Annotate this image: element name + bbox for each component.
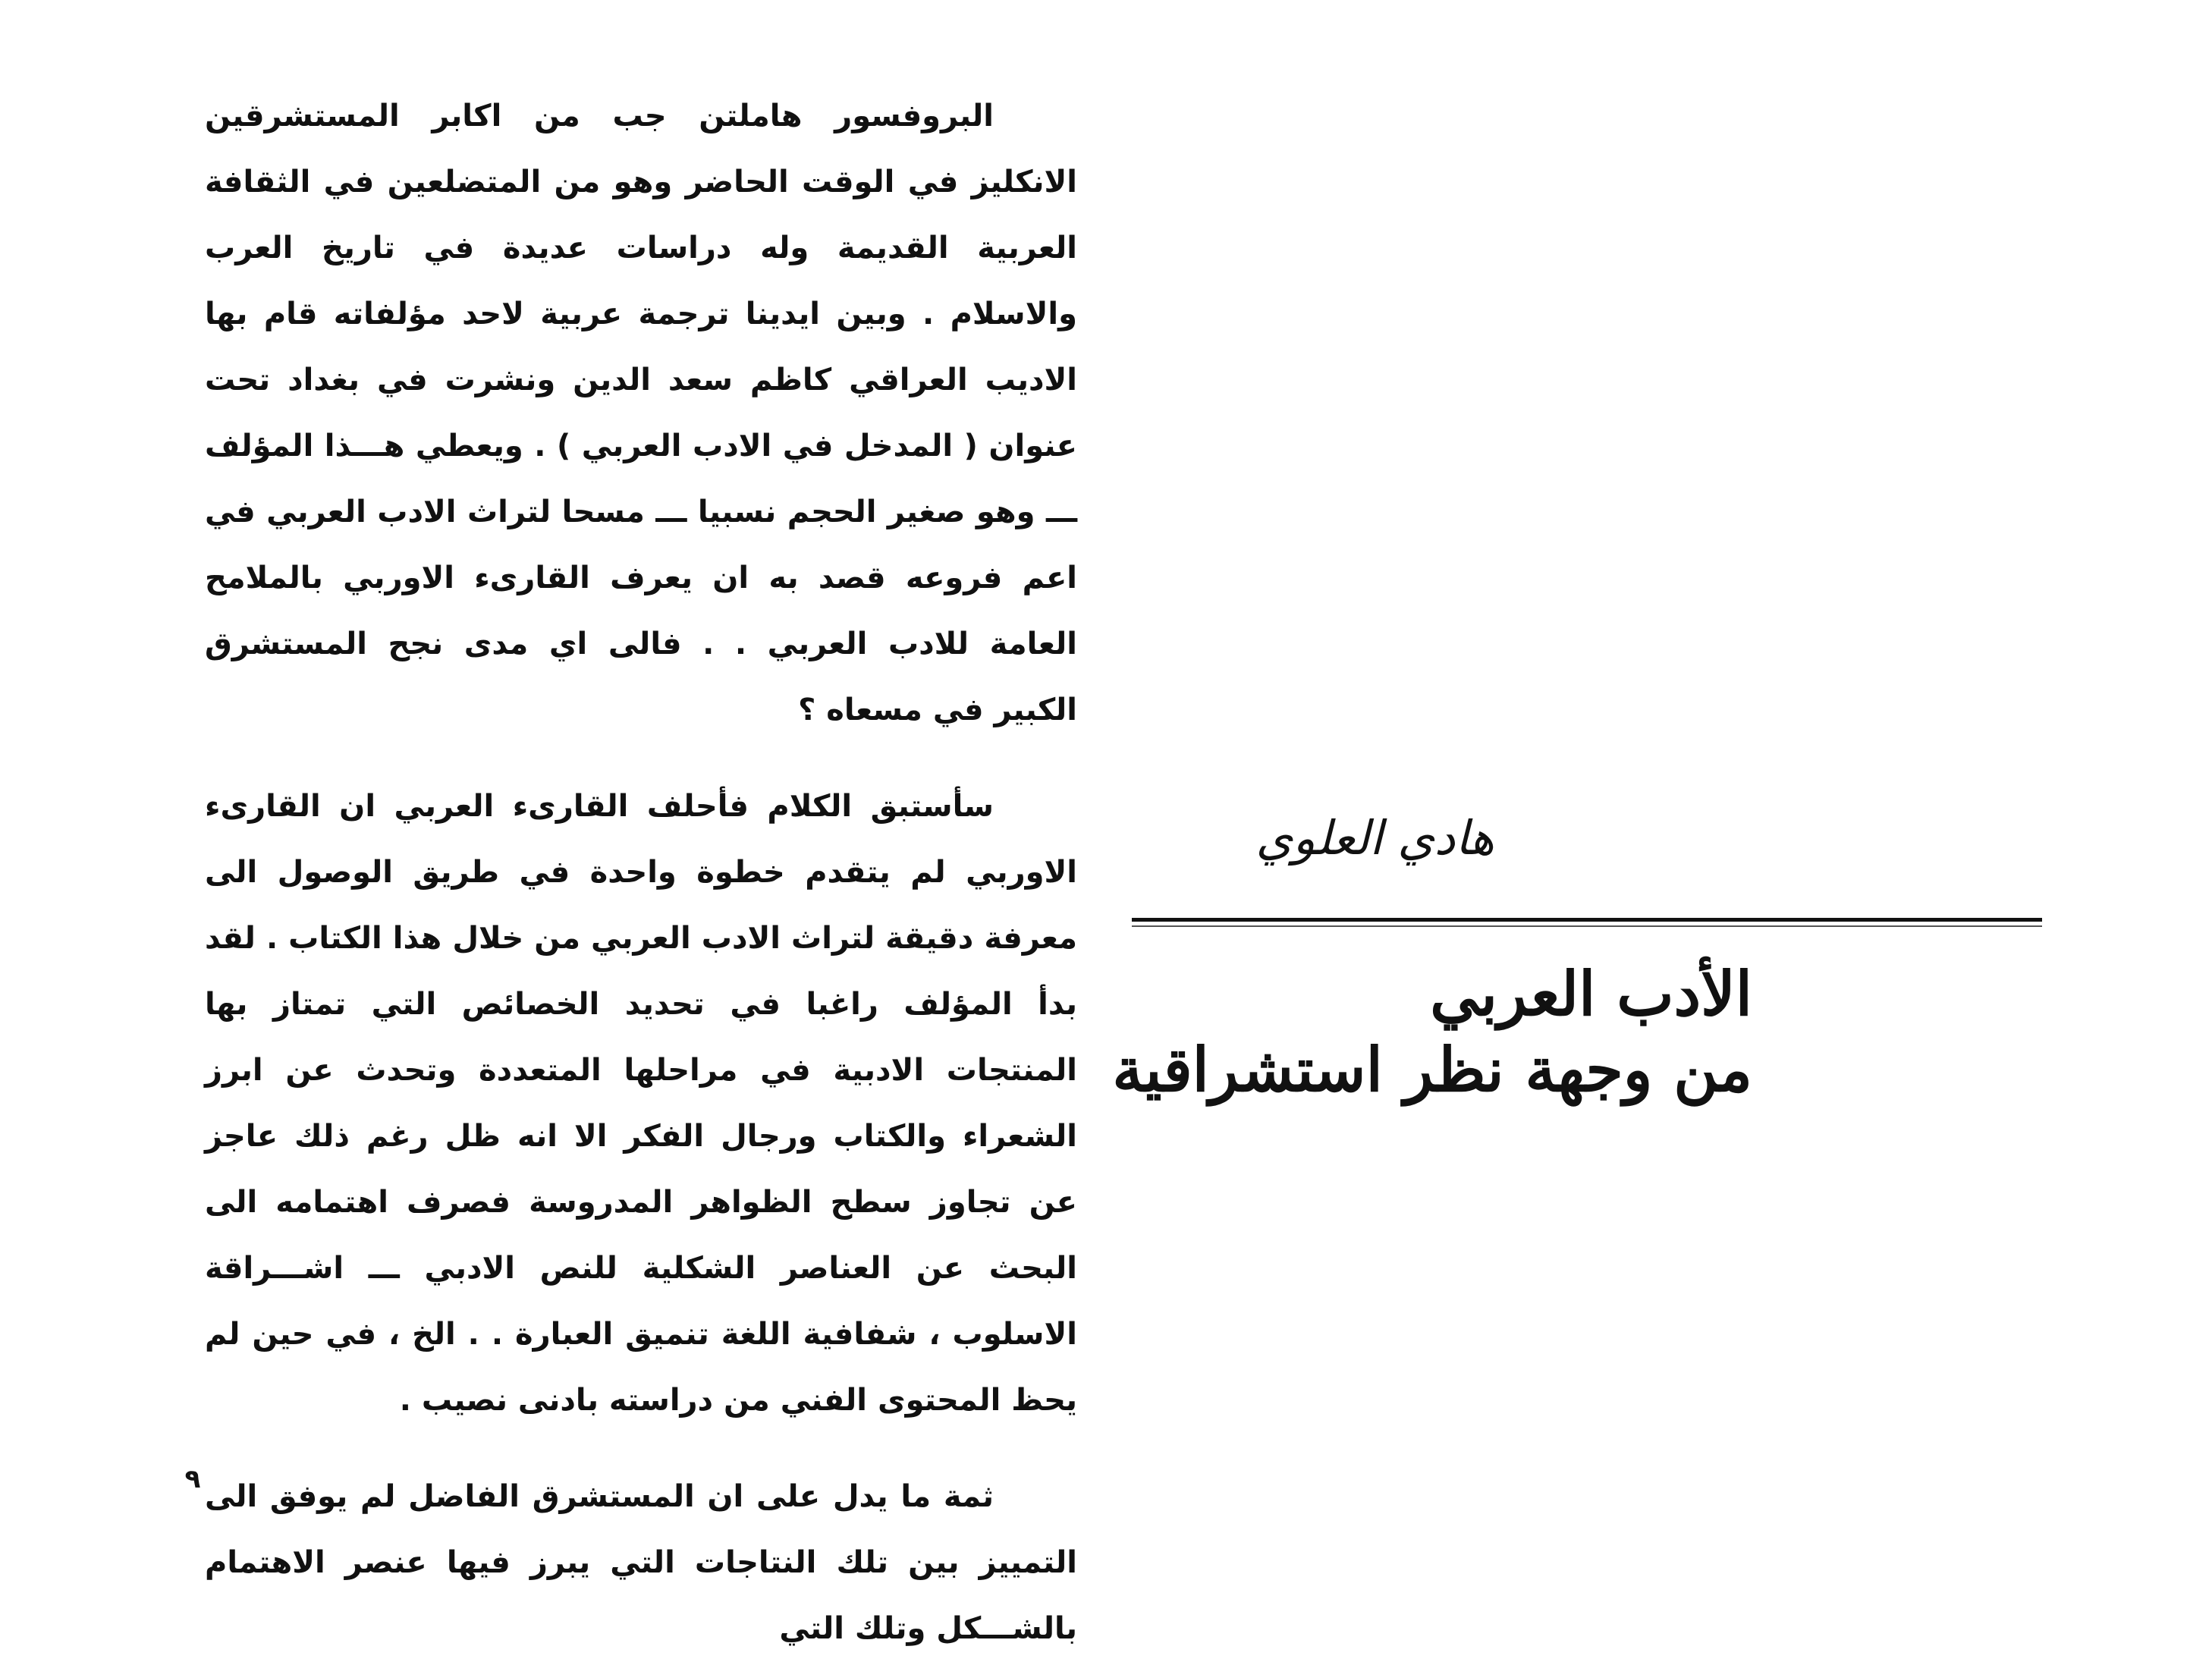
author-signature: هادي العلوي xyxy=(1255,810,1494,866)
title-line-1: الأدب العربي xyxy=(1430,958,1752,1029)
page-number: ٩ xyxy=(184,1464,201,1494)
title-divider xyxy=(1132,918,2042,928)
divider-thin-line xyxy=(1132,925,2042,927)
title-line-2: من وجهة نظر استشراقية xyxy=(1112,1034,1752,1105)
paragraph-1: البروفسور هاملتن جب من اكابر المستشرقين الانكليز في الوقت الحاضر وهو من المتضلعين في الثقافة العربية القديمة وله دراسات عديدة في تاريخ العرب والاسلام . وبين ايدينا ترجمة عربية لاحد مؤلفاته قام بها الاديب العراقي كاظم سعد الدين ونشرت في بغداد تحت عنوان ( المدخل في الادب العربي ) . ويعطي هـــذا المؤلف ـــ وهو صغير الحجم نسبيا ـــ مسحا لتراث الادب العربي في اعم فروعه قصد به ان يعرف القارىء الاوربي بالملامح العامة للادب العربي . . فالى اي مدى نجح المستشرق الكبير في مسعاه ؟ xyxy=(205,99,1077,727)
paragraph-2: سأستبق الكلام فأحلف القارىء العربي ان القارىء الاوربي لم يتقدم خطوة واحدة في طريق الوصول الى معرفة دقيقة لتراث الادب العربي من خلال هذا الكتاب . لقد بدأ المؤلف راغبا في تحديد الخصائص التي تمتاز بها المنتجات الادبية في مراحلها المتعددة وتحدث عن ابرز الشعراء والكتاب ورجال الفكر الا انه ظل رغم ذلك عاجز عن تجاوز سطح الظواهر المدروسة فصرف اهتمامه الى البحث عن العناصر الشكلية للنص الادبي ـــ اشـــراقة الاسلوب ، شفافية اللغة تنميق العبارة . . الخ ، في حين لم يحظ المحتوى الفني من دراسته بادنى نصيب . xyxy=(205,789,1077,1418)
article-title xyxy=(1112,956,1752,1107)
article-body xyxy=(205,83,1077,1662)
paragraph-3: ثمة ما يدل على ان المستشرق الفاضل لم يوفق الى التمييز بين تلك النتاجات التي يبرز فيها عنصر الاهتمام بالشـــكل وتلك التي xyxy=(205,1479,1077,1646)
divider-thick-line xyxy=(1132,918,2042,922)
